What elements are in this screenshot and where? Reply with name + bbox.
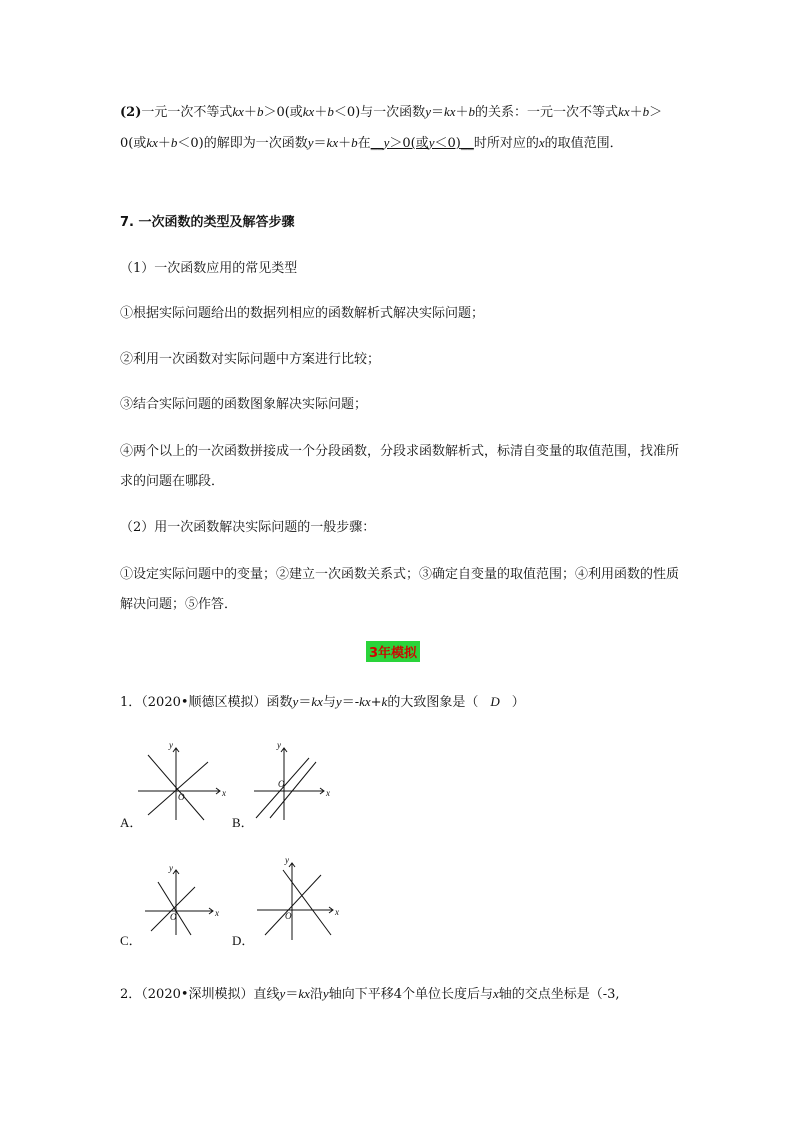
origin-label: O — [178, 792, 185, 802]
math: kx — [232, 104, 244, 119]
text: 的大致图象是（ — [387, 695, 479, 710]
text: 轴的交点坐标是（-3, — [498, 987, 620, 1002]
line-2 — [151, 887, 195, 931]
text: 时所对应的 — [473, 136, 539, 151]
math: b — [327, 104, 334, 119]
x-axis-label: x — [326, 788, 330, 798]
text: ＝ — [313, 136, 327, 151]
text: ＜0)的解即为一次函数 — [177, 136, 308, 151]
text: （2020•深圳模拟）直线 — [141, 987, 280, 1002]
math: kx — [359, 694, 371, 709]
text: ＋ — [629, 105, 643, 120]
math: kx — [146, 135, 158, 150]
math: b — [256, 104, 264, 119]
text: 一元一次不等式 — [141, 105, 233, 120]
text: 的取值范围． — [544, 136, 623, 151]
option-b-graph — [254, 740, 344, 825]
x-axis-label: x — [215, 908, 219, 918]
option-c-label: C． — [120, 933, 142, 948]
option-b-label: B． — [232, 815, 254, 830]
math: b — [468, 104, 476, 119]
math: b — [170, 135, 178, 150]
text: ＋ — [455, 105, 469, 120]
question-1-stem — [120, 687, 685, 718]
text: 轴向下平移4个单位长度后与 — [328, 987, 493, 1002]
text: ＝ — [430, 105, 444, 120]
option-d-label: D． — [232, 933, 255, 948]
text: ） — [511, 695, 525, 710]
text: ＝- — [341, 695, 360, 710]
y-axis-label: y — [169, 863, 173, 873]
x-axis-label: x — [222, 788, 226, 798]
math: y — [335, 694, 342, 709]
math: kx — [302, 104, 315, 119]
subsection-1-title: （1）一次函数应用的常见类型 — [120, 261, 298, 276]
line-1 — [283, 870, 331, 935]
line-2 — [270, 762, 316, 818]
inequality-relation-paragraph — [120, 97, 685, 159]
math: y — [292, 694, 299, 709]
text: 沿 — [309, 987, 323, 1002]
origin-label: O — [170, 912, 177, 922]
line-2 — [148, 762, 208, 815]
text: ＞0(或 — [120, 105, 663, 151]
text: ＋ — [243, 105, 257, 120]
x-axis-label: x — [335, 907, 339, 917]
question-number: 2． — [120, 987, 142, 1002]
math: kx — [298, 986, 310, 1001]
math: x — [492, 986, 499, 1001]
text: 在 — [357, 136, 371, 151]
text: ＋ — [157, 136, 171, 151]
math: y — [425, 104, 431, 119]
origin-label: O — [285, 911, 292, 921]
y-axis-label: y — [169, 740, 173, 750]
math: y — [279, 986, 286, 1001]
text: （2020•顺德区模拟）函数 — [141, 695, 293, 710]
math: y — [322, 986, 329, 1001]
text: ＝ — [298, 695, 312, 710]
text: ＜0)与一次函数 — [333, 105, 426, 120]
option-a-label: A． — [120, 815, 143, 830]
list-item: ③结合实际问题的函数图象解决实际问题； — [120, 397, 368, 412]
math: kx — [326, 135, 339, 150]
text: ＝ — [285, 987, 299, 1002]
math: b — [351, 135, 358, 150]
y-axis-label: y — [285, 855, 289, 865]
option-c-graph — [143, 865, 223, 945]
math: kx — [618, 104, 630, 119]
text: ＋ — [314, 105, 328, 120]
math: y — [307, 135, 314, 150]
question-number: 1． — [120, 695, 142, 710]
option-d-graph — [257, 855, 347, 945]
answer: D — [490, 694, 500, 709]
y-axis-label: y — [277, 740, 281, 750]
option-a-graph — [138, 740, 228, 825]
item-number: (2) — [120, 105, 142, 120]
text: 与 — [322, 695, 336, 710]
section-heading: 3年模拟 — [366, 641, 420, 662]
math: kx — [443, 104, 456, 119]
text: + — [370, 695, 382, 710]
text: ＞0(或 — [263, 105, 303, 120]
math: kx — [311, 694, 323, 709]
section-7-title: 7. 一次函数的类型及解答步骤 — [120, 215, 295, 230]
steps-list: ①设定实际问题中的变量；②建立一次函数关系式；③确定自变量的取值范围；④利用函数的性质解决问题；⑤作答． — [120, 567, 680, 612]
math: k — [381, 694, 388, 709]
subsection-2-title: （2）用一次函数解决实际问题的一般步骤： — [120, 520, 376, 535]
origin-label: O — [278, 779, 285, 789]
text: ＋ — [338, 136, 352, 151]
math: b — [642, 104, 650, 119]
list-item: ①根据实际问题给出的数据列相应的函数解析式解决实际问题； — [120, 306, 485, 321]
list-item: ②利用一次函数对实际问题中方案进行比较； — [120, 352, 381, 367]
question-2-stem — [120, 979, 690, 1010]
list-item: ④两个以上的一次函数拼接成一个分段函数，分段求函数解析式，标清自变量的取值范围，找准所求的问题在哪段． — [120, 444, 680, 489]
line-1 — [158, 882, 191, 935]
text: 的关系：一元一次不等式 — [475, 105, 619, 120]
fill-blank-answer: __y＞0(或y＜0)__ — [370, 135, 474, 151]
math: x — [538, 135, 545, 150]
